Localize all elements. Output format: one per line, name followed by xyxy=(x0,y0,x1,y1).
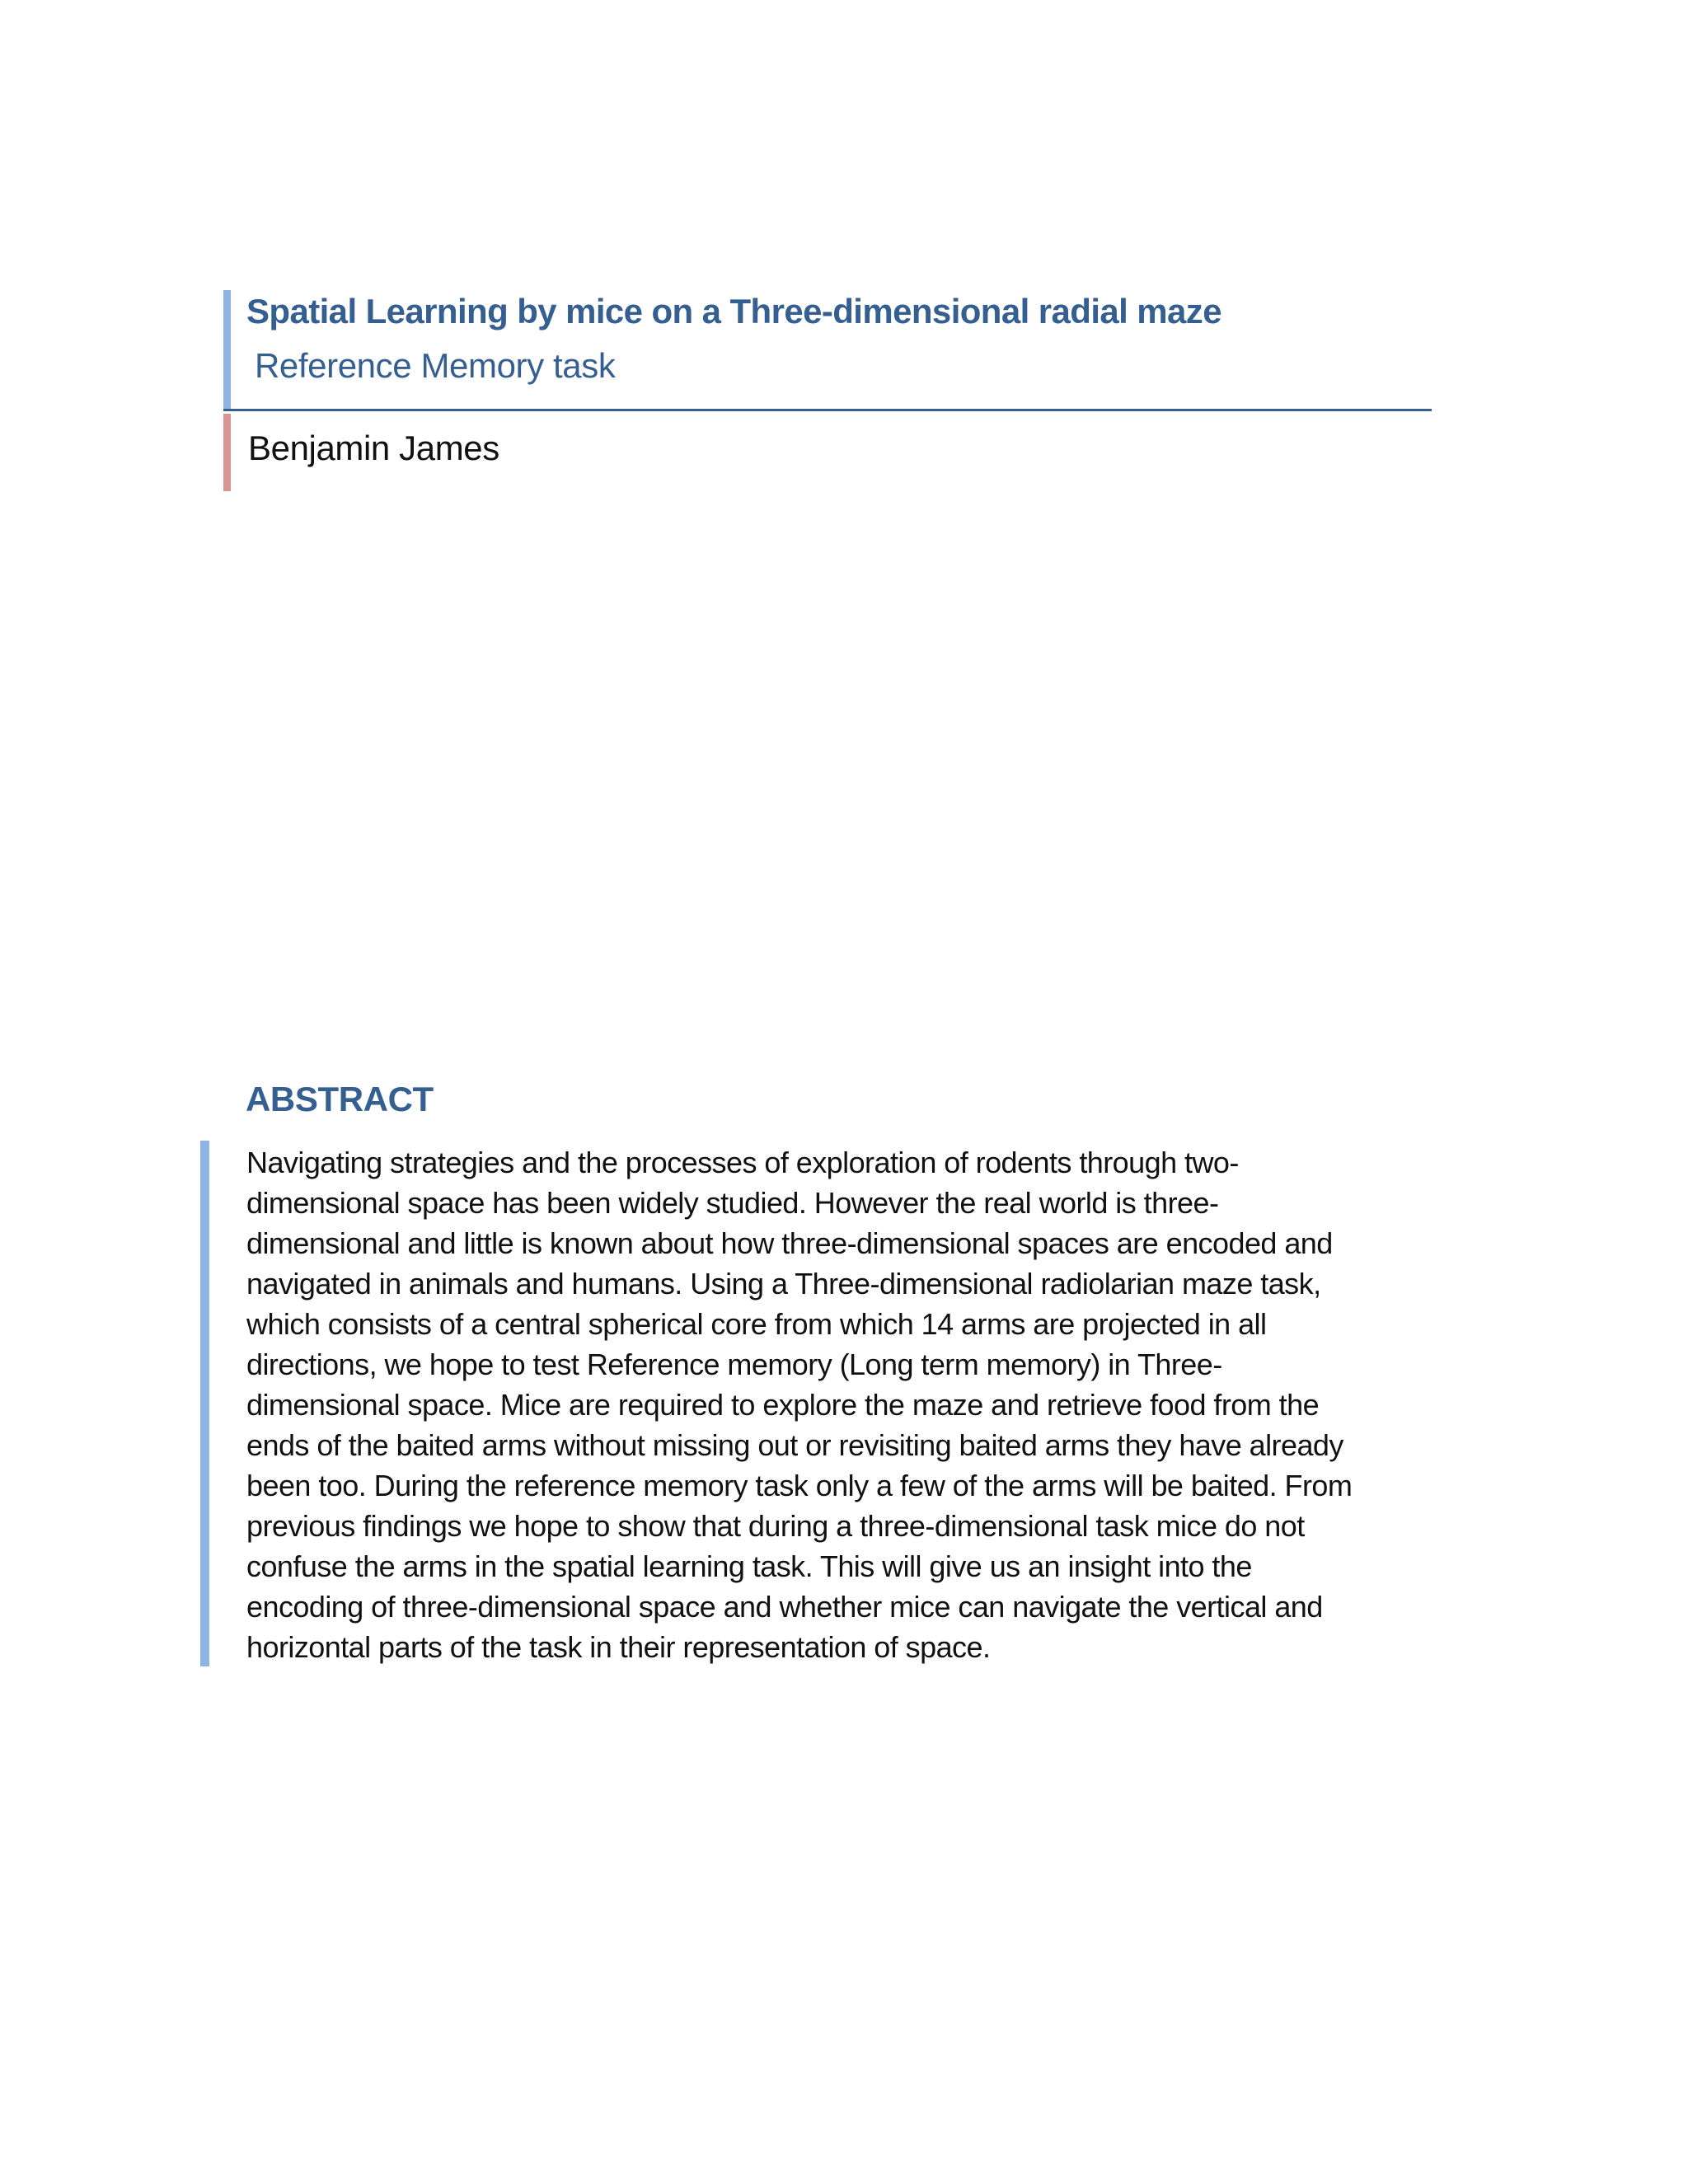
abstract-line: encoding of three-dimensional space and whether mice can navigate the vertical and xyxy=(246,1590,1323,1624)
abstract-line: dimensional space. Mice are required to explore the maze and retrieve food from the xyxy=(246,1388,1320,1422)
author-accent-bar xyxy=(223,414,231,491)
abstract-line: dimensional space has been widely studied. However the real world is three- xyxy=(246,1186,1219,1220)
abstract-body xyxy=(246,1142,1433,1667)
abstract-accent-bar xyxy=(200,1141,209,1666)
abstract-line: ends of the baited arms without missing out or revisiting baited arms they have already xyxy=(246,1428,1343,1462)
abstract-line: previous findings we hope to show that during a three-dimensional task mice do not xyxy=(246,1509,1305,1543)
author-name: Benjamin James xyxy=(248,429,499,467)
abstract-heading: ABSTRACT xyxy=(246,1080,434,1118)
abstract-line: navigated in animals and humans. Using a Three-dimensional radiolarian maze task, xyxy=(246,1267,1321,1301)
title-accent-bar xyxy=(223,290,231,410)
abstract-line: been too. During the reference memory task only a few of the arms will be baited. From xyxy=(246,1469,1353,1502)
abstract-line: which consists of a central spherical core from which 14 arms are projected in all xyxy=(246,1307,1267,1341)
abstract-line: Navigating strategies and the processes of exploration of rodents through two- xyxy=(246,1146,1239,1179)
abstract-line: confuse the arms in the spatial learning task. This will give us an insight into the xyxy=(246,1549,1252,1583)
abstract-line: directions, we hope to test Reference memory (Long term memory) in Three- xyxy=(246,1347,1222,1381)
title-divider xyxy=(223,409,1432,411)
abstract-line: horizontal parts of the task in their representation of space. xyxy=(246,1630,991,1664)
document-title: Spatial Learning by mice on a Three-dimensional radial maze xyxy=(246,292,1221,330)
author-block xyxy=(223,414,1432,491)
abstract-line: dimensional and little is known about how three-dimensional spaces are encoded and xyxy=(246,1226,1333,1260)
title-block xyxy=(223,290,1432,410)
document-subtitle: Reference Memory task xyxy=(255,346,616,385)
